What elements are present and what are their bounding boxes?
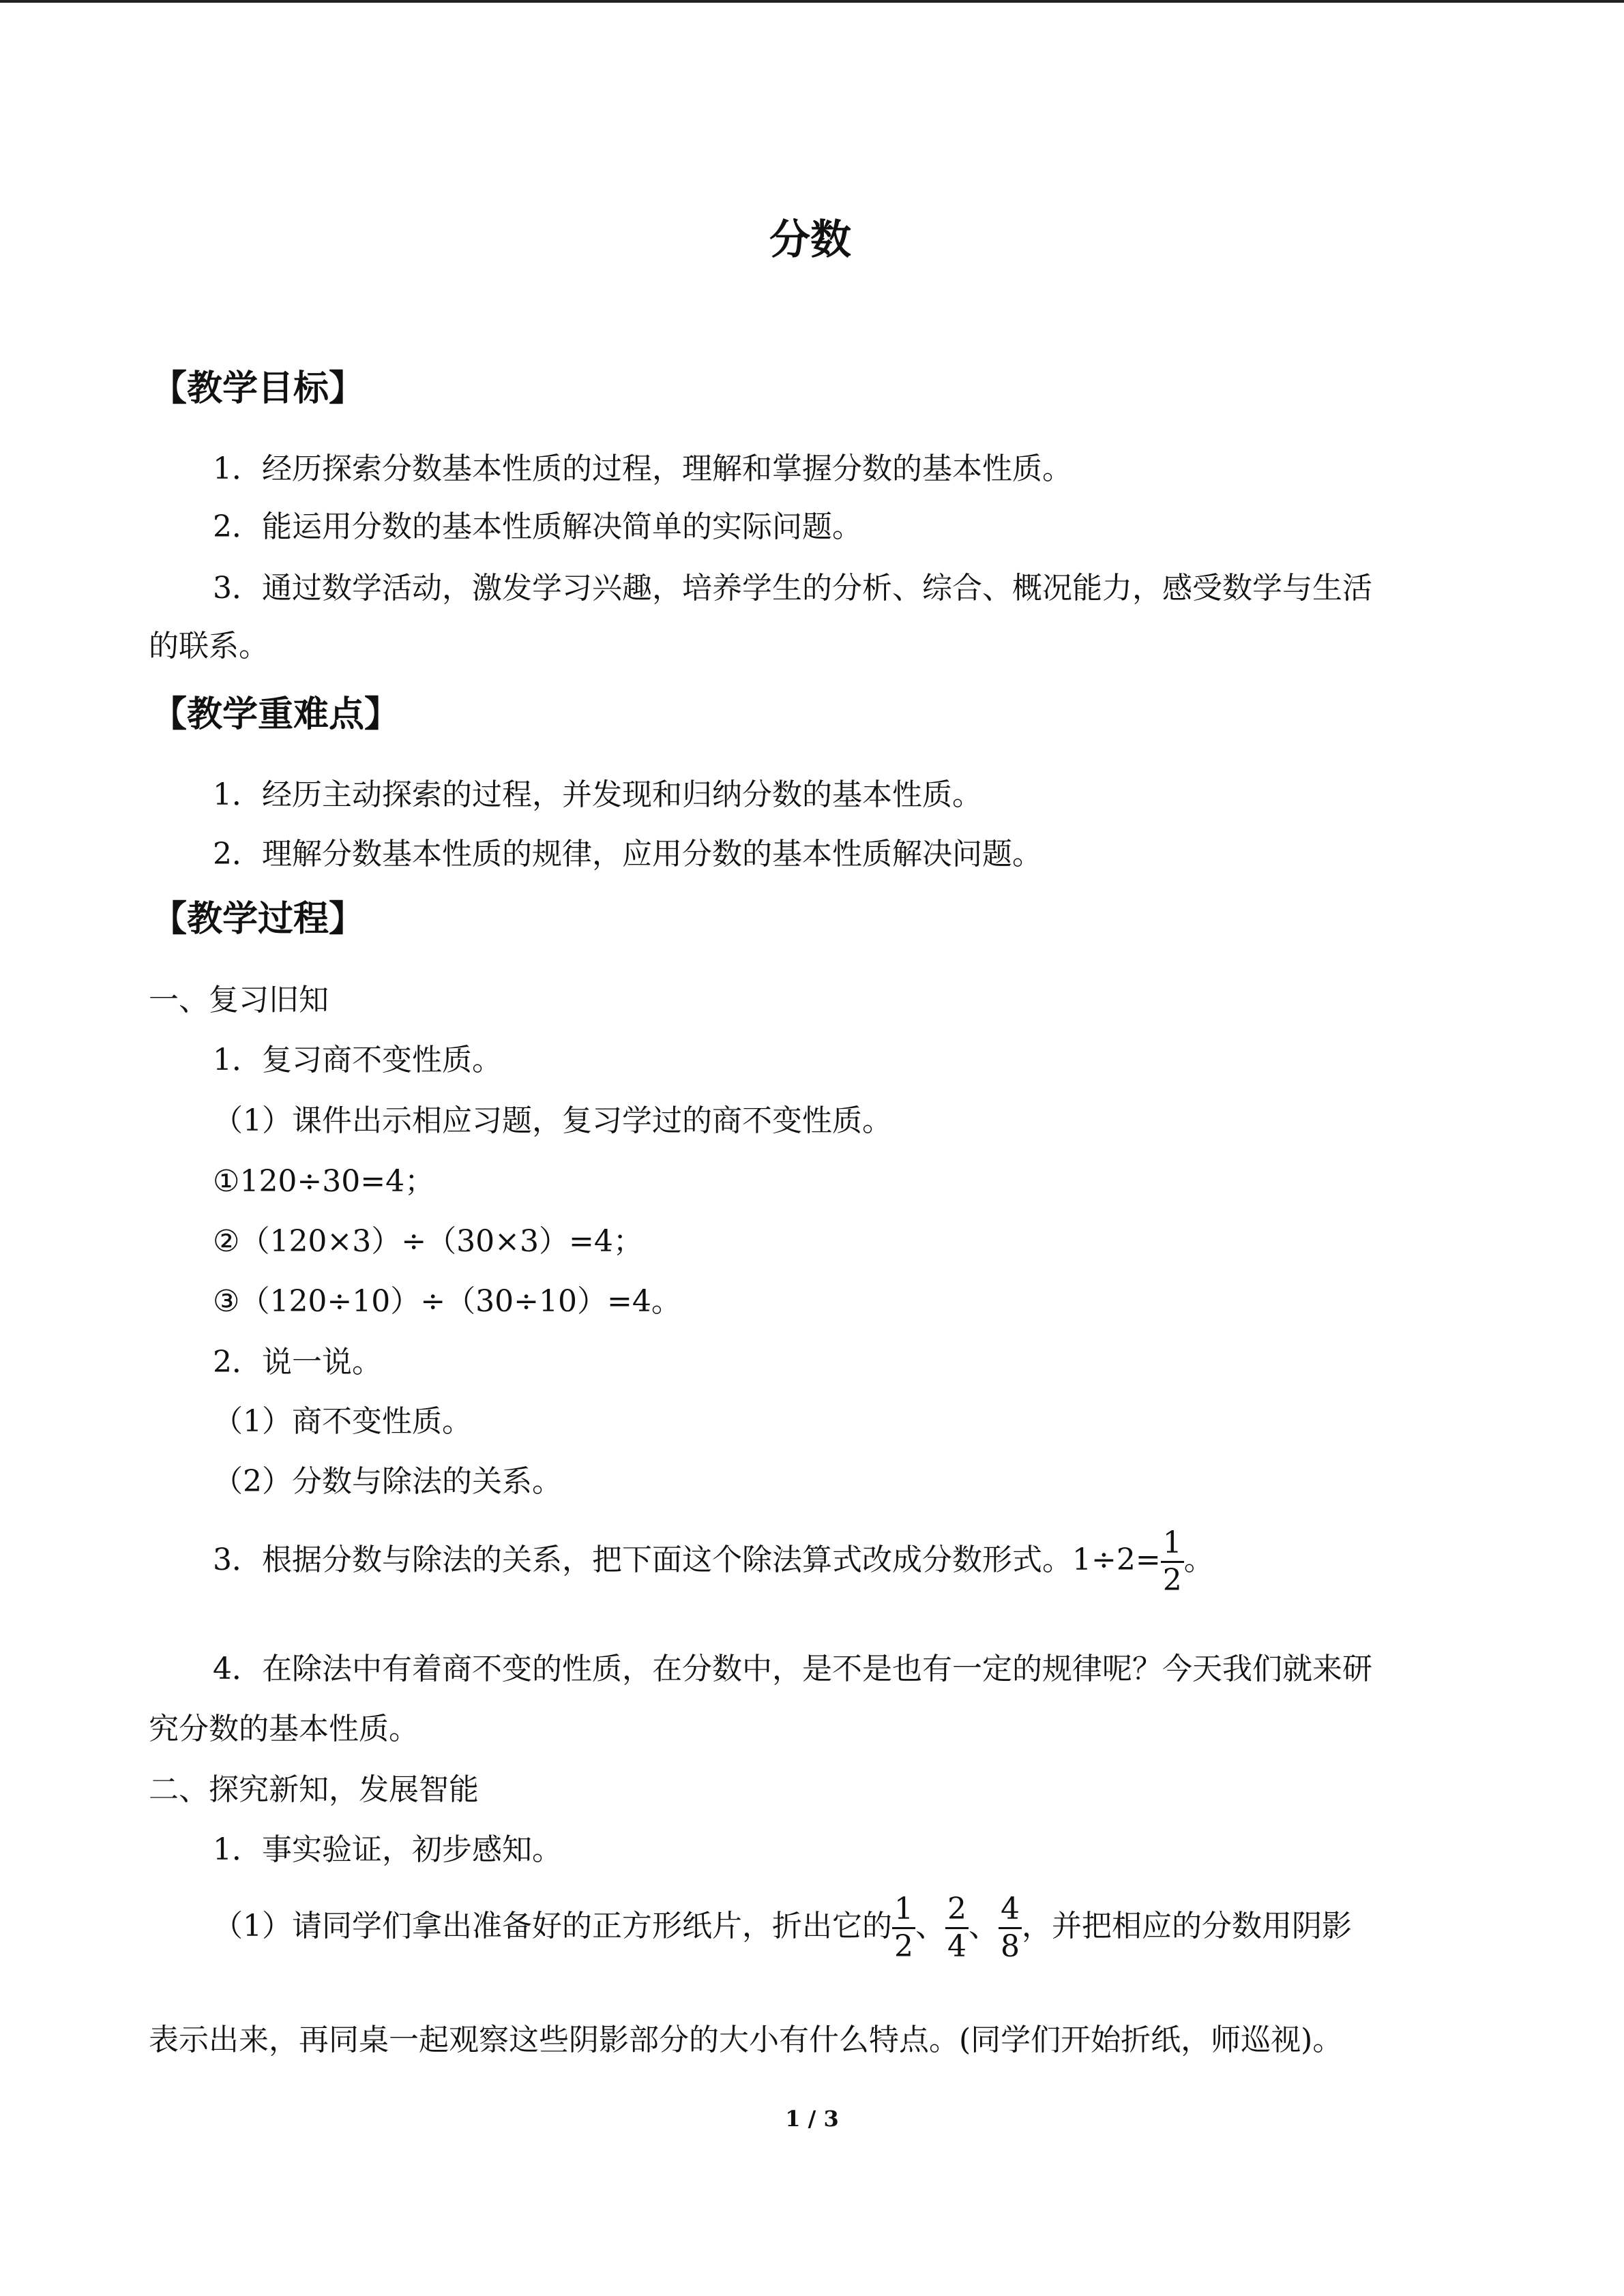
- step-1-2: 2．说一说。: [213, 1345, 382, 1380]
- step-1-2-1: （1）商不变性质。: [213, 1404, 472, 1439]
- step-2-1-1-continuation: ，并把相应的分数用阴影: [1022, 1909, 1352, 1943]
- goal-2: 2．能运用分数的基本性质解决简单的实际问题。: [213, 509, 862, 544]
- equation-3: ③（120÷10）÷（30÷10）=4。: [213, 1284, 681, 1319]
- fraction-one-half: [1161, 1527, 1184, 1597]
- page-number: 1 / 3: [785, 2106, 839, 2132]
- step-1-1-1: （1）课件出示相应习题，复习学过的商不变性质。: [213, 1103, 892, 1138]
- heading-teaching-process: 【教学过程】: [151, 899, 365, 940]
- step-1-4-line-1: 4．在除法中有着商不变的性质，在分数中，是不是也有一定的规律呢？今天我们就来研: [213, 1652, 1372, 1686]
- part-2-heading: 二、探究新知，发展智能: [149, 1772, 479, 1807]
- separator: 、: [915, 1909, 945, 1943]
- goal-1: 1．经历探索分数基本性质的过程，理解和掌握分数的基本性质。: [213, 451, 1072, 486]
- heading-teaching-goals: 【教学目标】: [151, 368, 365, 409]
- fraction-numerator: 4: [1001, 1892, 1020, 1926]
- fraction-4-8: [999, 1893, 1022, 1963]
- page-top-border: [0, 0, 1624, 3]
- key-point-1: 1．经历主动探索的过程，并发现和归纳分数的基本性质。: [213, 777, 982, 812]
- step-1-2-2: （2）分数与除法的关系。: [213, 1464, 562, 1499]
- step-1-3-end: 。: [1183, 1542, 1214, 1577]
- separator: 、: [969, 1909, 999, 1943]
- step-1-3: [213, 1523, 1214, 1598]
- step-1-1: 1．复习商不变性质。: [213, 1043, 502, 1077]
- step-2-1: 1．事实验证，初步感知。: [213, 1832, 562, 1867]
- fraction-numerator: 2: [947, 1892, 966, 1926]
- step-1-4-line-2: 究分数的基本性质。: [149, 1712, 419, 1746]
- fraction-1-2: [892, 1893, 915, 1963]
- equation-1: ①120÷30=4；: [213, 1164, 435, 1199]
- fraction-2-4: [945, 1893, 969, 1963]
- part-1-heading: 一、复习旧知: [149, 983, 329, 1017]
- step-2-1-1-line-2: 表示出来，再同桌一起观察这些阴影部分的大小有什么特点。(同学们开始折纸，师巡视)。: [149, 2023, 1343, 2057]
- step-2-1-1: [213, 1889, 1352, 1964]
- fraction-numerator: 1: [894, 1892, 913, 1926]
- page-title: 分数: [769, 216, 851, 264]
- key-point-2: 2．理解分数基本性质的规律，应用分数的基本性质解决问题。: [213, 837, 1042, 871]
- goal-3-line-1: 3．通过数学活动，激发学习兴趣，培养学生的分析、综合、概况能力，感受数学与生活: [213, 571, 1372, 606]
- fraction-denominator: 8: [1001, 1929, 1020, 1964]
- step-1-3-text: 3．根据分数与除法的关系，把下面这个除法算式改成分数形式。1÷2=: [213, 1542, 1161, 1577]
- heading-key-points: 【教学重难点】: [151, 694, 400, 735]
- fraction-denominator: 2: [1162, 1563, 1182, 1598]
- fraction-denominator: 2: [894, 1929, 913, 1964]
- step-2-1-1-text: （1）请同学们拿出准备好的正方形纸片，折出它的: [213, 1909, 892, 1943]
- fraction-denominator: 4: [947, 1929, 966, 1964]
- equation-2: ②（120×3）÷（30×3）=4；: [213, 1224, 643, 1259]
- fraction-numerator: 1: [1162, 1525, 1182, 1560]
- goal-3-line-2: 的联系。: [149, 629, 269, 664]
